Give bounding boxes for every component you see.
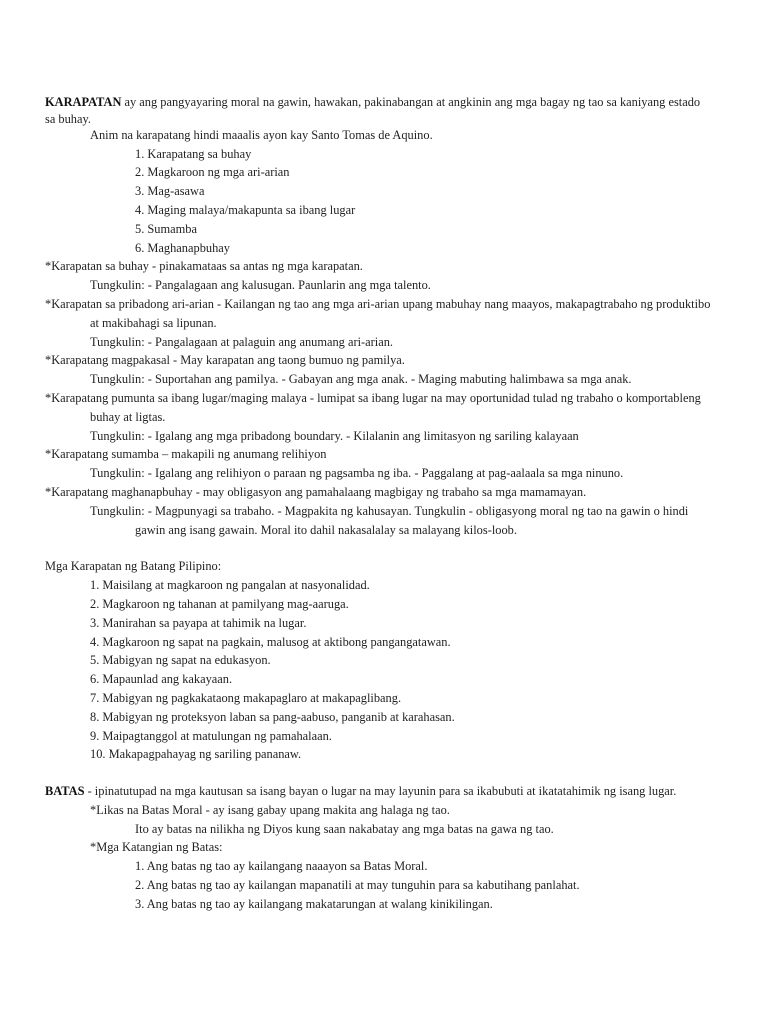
karapatan-pumunta-cont: buhay at ligtas. [90, 409, 166, 424]
tungkulin-magpakasal: Tungkulin: - Suportahan ang pamilya. - Gabayan ang mga anak. - Maging mabuting halimbawa sa mga anak. [90, 372, 632, 387]
tungkulin-maghanapbuhay: Tungkulin: - Magpunyagi sa trabaho. - Magpakita ng kahusayan. Tungkulin - obligasyong moral ng tao na gawin o hindi [90, 503, 689, 518]
list-item: 3. Manirahan sa payapa at tahimik na lugar. [90, 615, 307, 630]
list-item: 4. Maging malaya/makapunta sa ibang lugar [135, 202, 356, 217]
list-item: 3. Mag-asawa [135, 184, 205, 199]
list-item: 6. Maghanapbuhay [135, 240, 230, 255]
karapatan-magpakasal: *Karapatang magpakasal - May karapatan ang taong bumuo ng pamilya. [45, 353, 405, 368]
tungkulin-sumamba: Tungkulin: - Igalang ang relihiyon o paraan ng pagsamba ng iba. - Paggalang at pag-aalaala sa mga ninuno. [90, 466, 624, 481]
list-item: 1. Karapatang sa buhay [135, 146, 252, 161]
batang-pilipino-heading: Mga Karapatan ng Batang Pilipino: [45, 559, 222, 574]
list-item: 5. Sumamba [135, 221, 197, 236]
karapatan-ari-arian-cont: at makibahagi sa lipunan. [90, 315, 217, 330]
karapatan-sumamba: *Karapatang sumamba – makapili ng anumang relihiyon [45, 447, 327, 462]
list-item: 9. Maipagtanggol at matulungan ng pamahalaan. [90, 728, 332, 743]
karapatan-term: KARAPATAN [45, 95, 122, 109]
list-item: 4. Magkaroon ng sapat na pagkain, malusog at aktibong pangangatawan. [90, 634, 451, 649]
likas-na-batas-moral: *Likas na Batas Moral - ay isang gabay upang makita ang halaga ng tao. [90, 802, 450, 817]
tungkulin-ari-arian: Tungkulin: - Pangalagaan at palaguin ang anumang ari-arian. [90, 334, 394, 349]
list-item: 1. Maisilang at magkaroon ng pangalan at nasyonalidad. [90, 578, 370, 593]
list-item: 2. Ang batas ng tao ay kailangan mapanatili at may tunguhin para sa kabutihang panlahat. [135, 878, 580, 893]
anim-intro: Anim na karapatang hindi maaalis ayon kay Santo Tomas de Aquino. [90, 127, 433, 142]
spacer [45, 764, 725, 782]
batas-definition: BATAS - ipinatutupad na mga kautusan sa isang bayan o lugar na may layunin para sa ikabubuti at ikatatahimik ng isang lugar. [45, 784, 677, 799]
batas-term: BATAS [45, 784, 85, 799]
list-item: 2. Magkaroon ng mga ari-arian [135, 165, 290, 180]
list-item: 10. Makapagpahayag ng sariling pananaw. [90, 747, 302, 762]
list-item: 7. Mabigyan ng pagkakataong makapaglaro at makapaglibang. [90, 690, 402, 705]
list-item: 2. Magkaroon ng tahanan at pamilyang mag-aaruga. [90, 596, 349, 611]
karapatan-maghanapbuhay: *Karapatang maghanapbuhay - may obligasyon ang pamahalaang magbigay ng trabaho sa mga mamamayan. [45, 484, 587, 499]
katangian-heading: *Mga Katangian ng Batas: [90, 840, 223, 855]
karapatan-buhay: *Karapatan sa buhay - pinakamataas sa antas ng mga karapatan. [45, 259, 363, 274]
tungkulin-maghanapbuhay-cont: gawin ang isang gawain. Moral ito dahil nakasalalay sa malayang kilos-loob. [135, 522, 517, 537]
karapatan-definition-cont: sa buhay. [45, 111, 91, 126]
list-item: 6. Mapaunlad ang kakayaan. [90, 672, 233, 687]
tungkulin-buhay: Tungkulin: - Pangalagaan ang kalusugan. Paunlarin ang mga talento. [90, 278, 431, 293]
karapatan-definition: KARAPATAN ay ang pangyayaring moral na gawin, hawakan, pakinabangan at angkinin ang mga bagay ng tao sa kaniyang estado [45, 95, 701, 109]
list-item: 1. Ang batas ng tao ay kailangang naaayon sa Batas Moral. [135, 859, 428, 874]
tungkulin-pumunta: Tungkulin: - Igalang ang mga pribadong boundary. - Kilalanin ang limitasyon ng sariling kalayaan [90, 428, 579, 443]
spacer [45, 539, 725, 557]
list-item: 3. Ang batas ng tao ay kailangang makatarungan at walang kinikilingan. [135, 896, 493, 911]
likas-na-batas-moral-detail: Ito ay batas na nilikha ng Diyos kung saan nakabatay ang mga batas na gawa ng tao. [135, 821, 554, 836]
karapatan-ari-arian: *Karapatan sa pribadong ari-arian - Kailangan ng tao ang mga ari-arian upang mabuhay nang maayos, makapagtrabaho ng produktibo [45, 296, 711, 311]
karapatan-pumunta: *Karapatang pumunta sa ibang lugar/maging malaya - lumipat sa ibang lugar na may oportunidad tulad ng trabaho o komportableng [45, 390, 701, 405]
document-page [45, 93, 725, 914]
list-item: 5. Mabigyan ng sapat na edukasyon. [90, 653, 271, 668]
list-item: 8. Mabigyan ng proteksyon laban sa pang-aabuso, panganib at karahasan. [90, 709, 455, 724]
